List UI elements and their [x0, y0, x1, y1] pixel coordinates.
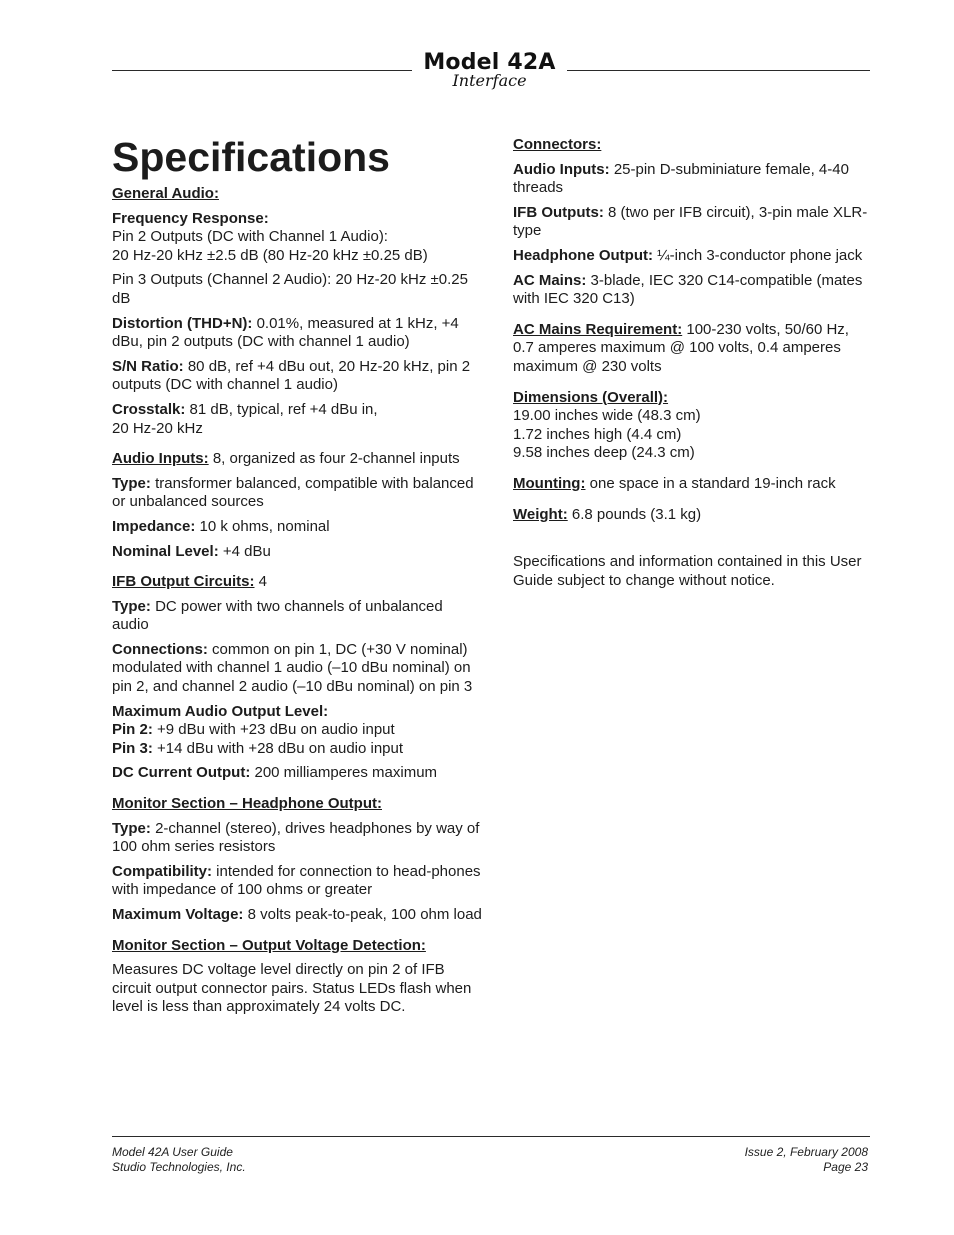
spec-value: 8, organized as four 2-channel inputs [208, 450, 460, 468]
ifb-outputs-connector [513, 204, 873, 241]
distortion-spec [112, 315, 482, 352]
ac-mains-connector [513, 272, 873, 309]
connections-spec [112, 641, 482, 697]
connectors-heading [513, 136, 873, 155]
spec-label: Maximum Voltage: [112, 906, 244, 923]
spec-label: Pin 3: [112, 739, 153, 757]
dc-current-spec [112, 764, 482, 783]
model-42a-logo [412, 50, 567, 88]
impedance-spec [112, 518, 482, 537]
input-type-spec [112, 475, 482, 512]
nominal-level-spec [112, 543, 482, 562]
spec-value: DC power with two channels of unbalanced audio [112, 597, 443, 634]
footer-right [745, 1145, 868, 1174]
spec-value: 25-pin D-subminiature female, 4-40 threads [513, 160, 849, 197]
spec-value: 10 k ohms, nominal [195, 517, 330, 535]
spec-value: 80 dB, ref +4 dBu out, 20 Hz-20 kHz, pin 2 outputs (DC with channel 1 audio) [112, 357, 471, 394]
audio-inputs-spec [112, 450, 482, 469]
weight-spec [513, 506, 873, 525]
spec-label: DC Current Output: [112, 764, 251, 782]
header-rule-left [112, 70, 412, 71]
spec-value: 2-channel (stereo), drives headphones by way of 100 ohm series resistors [112, 819, 480, 856]
spec-value: 6.8 pounds (3.1 kg) [567, 505, 702, 523]
ifb-output-circuits-spec [112, 573, 482, 592]
spec-label: S/N Ratio: [112, 357, 184, 375]
section-heading: IFB Output Circuits: [112, 573, 255, 591]
spec-value: 8 (two per IFB circuit), 3-pin male XLR-type [513, 203, 868, 240]
spec-label: Headphone Output: [513, 246, 653, 264]
spec-label: Frequency Response: [112, 209, 269, 227]
spec-value: 81 dB, typical, ref +4 dBu in, [185, 400, 378, 418]
monitor-headphone-heading [112, 795, 482, 814]
footer-guide-name: Model 42A User Guide [112, 1145, 233, 1159]
spec-value: 0.01%, measured at 1 kHz, +4 dBu, pin 2 outputs (DC with channel 1 audio) [112, 314, 459, 351]
footer-company: Studio Technologies, Inc. [112, 1159, 246, 1174]
spec-value: ¼-inch 3-conductor phone jack [652, 246, 863, 264]
spec-value: Pin 2 Outputs (DC with Channel 1 Audio): [112, 228, 388, 246]
left-column [112, 185, 482, 1023]
headphone-output-connector [513, 247, 873, 266]
footer-left [112, 1145, 246, 1174]
spec-label: Type: [112, 597, 151, 615]
spec-value: 8 volts peak-to-peak, 100 ohm load [243, 906, 482, 923]
spec-value: 20 Hz-20 kHz ±2.5 dB (80 Hz-20 kHz ±0.25 dB) [112, 246, 428, 264]
spec-value: 4 [254, 573, 268, 591]
spec-label: Connections: [112, 640, 208, 658]
spec-value: Pin 3 Outputs (Channel 2 Audio): 20 Hz-20 kHz ±0.25 dB [112, 271, 468, 307]
section-heading: AC Mains Requirement: [513, 320, 683, 338]
dimensions-spec [513, 389, 873, 463]
ifb-type-spec [112, 598, 482, 635]
dimension-width: 19.00 inches wide (48.3 cm) [513, 407, 701, 425]
max-audio-output-spec [112, 703, 482, 759]
right-column [513, 136, 873, 596]
page-title: Specifications [112, 134, 390, 180]
spec-label: Audio Inputs: [513, 160, 610, 178]
max-voltage-spec [112, 906, 482, 925]
spec-value: 200 milliamperes maximum [250, 764, 438, 782]
mounting-spec [513, 475, 873, 494]
spec-label: Impedance: [112, 517, 196, 535]
spec-label: Maximum Audio Output Level: [112, 702, 329, 720]
spec-value: one space in a standard 19-inch rack [585, 474, 836, 492]
section-heading: General Audio: [112, 185, 219, 202]
spec-value: +4 dBu [218, 542, 271, 560]
spec-value: +9 dBu with +23 dBu on audio input [152, 721, 395, 739]
change-notice: Specifications and information contained in this User Guide subject to change without notice. [513, 553, 862, 589]
dimension-height: 1.72 inches high (4.4 cm) [513, 425, 682, 443]
general-audio-heading [112, 185, 482, 204]
crosstalk-spec [112, 401, 482, 438]
footer-rule [112, 1136, 870, 1137]
spec-label: Distortion (THD+N): [112, 314, 253, 332]
section-heading: Audio Inputs: [112, 450, 209, 468]
spec-value: +14 dBu with +28 dBu on audio input [152, 739, 404, 757]
section-heading: Mounting: [513, 474, 586, 492]
spec-label: Compatibility: [112, 862, 212, 880]
compatibility-spec [112, 863, 482, 900]
spec-label: Crosstalk: [112, 400, 186, 418]
ac-mains-requirement-spec [513, 321, 873, 377]
spec-value: transformer balanced, compatible with balanced or unbalanced sources [112, 474, 474, 511]
frequency-response [112, 210, 482, 266]
section-heading: Monitor Section – Output Voltage Detection: [112, 936, 426, 954]
dimension-depth: 9.58 inches deep (24.3 cm) [513, 444, 695, 462]
audio-inputs-connector [513, 161, 873, 198]
spec-value: 3-blade, IEC 320 C14-compatible (mates with IEC 320 C13) [513, 271, 863, 308]
logo-sub-text: Interface [452, 71, 527, 90]
header-rule-right [567, 70, 870, 71]
spec-value: 100-230 volts, 50/60 Hz, 0.7 amperes maximum @ 100 volts, 0.4 amperes maximum @ 230 volts [513, 320, 849, 375]
spec-label: Type: [112, 819, 151, 837]
voltage-detection-text: Measures DC voltage level directly on pin 2 of IFB circuit output connector pairs. Status LEDs flash when level is less than approximately 24 volts DC. [112, 961, 472, 1016]
headphone-type-spec [112, 820, 482, 857]
section-heading: Weight: [513, 505, 568, 523]
section-heading: Connectors: [513, 136, 602, 153]
spec-label: Pin 2: [112, 721, 153, 739]
monitor-voltage-heading [112, 937, 482, 956]
logo-main-text: Model 42A [423, 50, 556, 75]
spec-value: common on pin 1, DC (+30 V nominal) modulated with channel 1 audio (–10 dBu nominal) on pin 2, and channel 2 audio (–10 dBu nominal) on pin 3 [112, 640, 473, 696]
pin2-line [112, 721, 482, 740]
pin3-line [112, 740, 482, 759]
spec-label: Nominal Level: [112, 542, 219, 560]
footer-page-number: Page 23 [823, 1159, 868, 1174]
sn-ratio-spec [112, 358, 482, 395]
section-heading: Dimensions (Overall): [513, 388, 669, 406]
spec-label: AC Mains: [513, 271, 587, 289]
spec-value: 20 Hz-20 kHz [112, 419, 203, 437]
spec-label: Type: [112, 474, 151, 492]
section-heading: Monitor Section – Headphone Output: [112, 795, 382, 813]
spec-value: intended for connection to head-phones with impedance of 100 ohms or greater [112, 862, 481, 899]
spec-label: IFB Outputs: [513, 203, 604, 221]
pin3-outputs [112, 271, 482, 308]
footer-issue: Issue 2, February 2008 [744, 1145, 868, 1159]
